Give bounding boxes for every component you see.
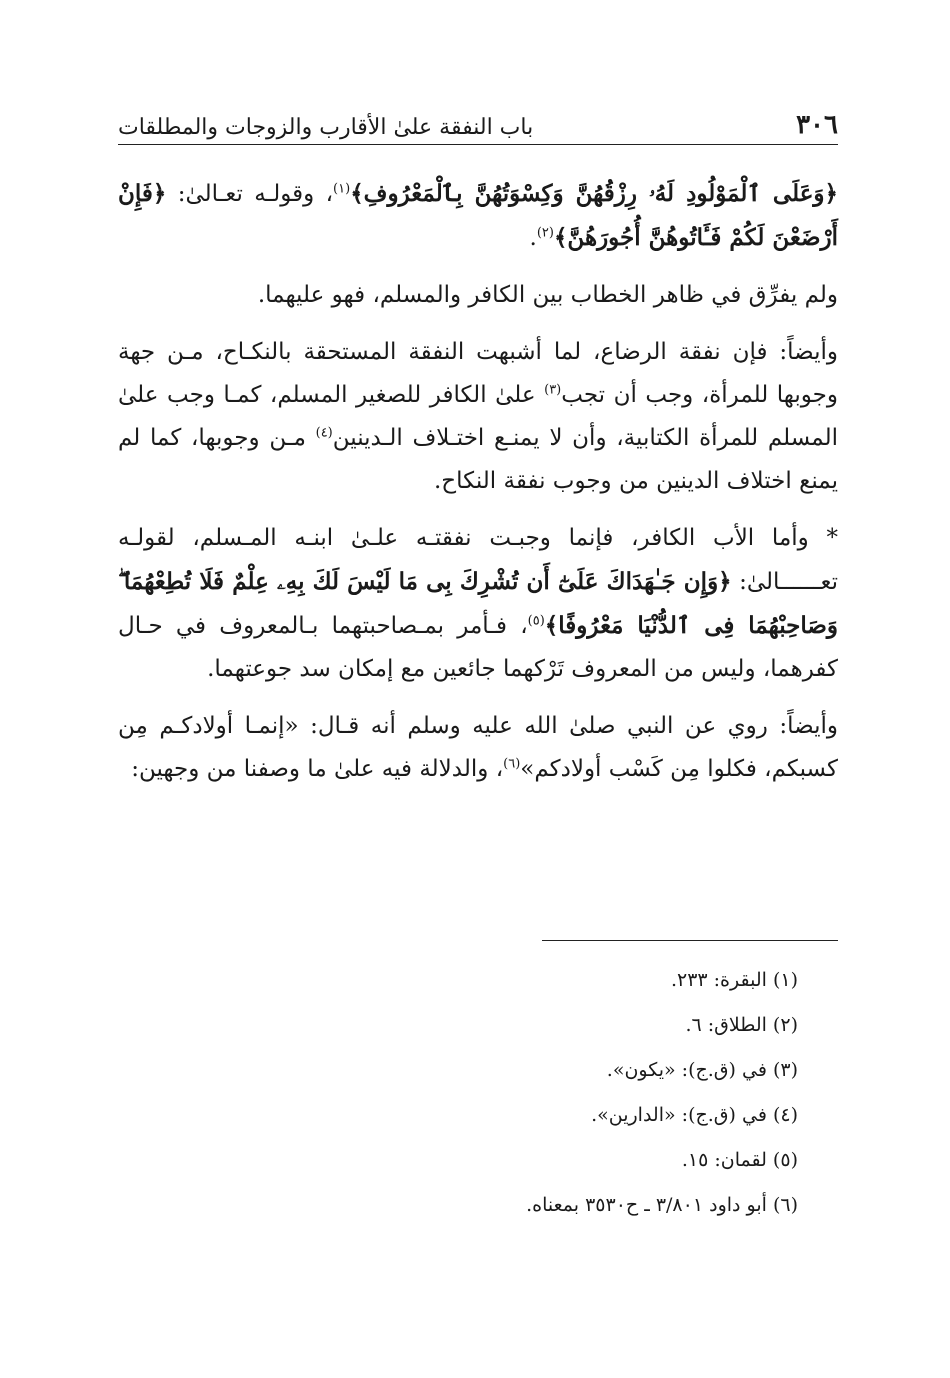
paragraph-4 (118, 517, 838, 691)
paragraph-1 (118, 172, 838, 260)
footnote-ref-5: (٥) (527, 613, 545, 629)
footnote-ref-2: (٢) (536, 225, 554, 241)
paragraph-1-end: . (529, 225, 537, 251)
paragraph-4-a: * وأما الأب الكافر، فإنما وجبـت نفقتـه علـىٰ ابنـه المـسلم، لقولـه تعــــــالىٰ: (118, 525, 838, 595)
footnote-2: (٢) الطلاق: ٦. (685, 1014, 798, 1036)
page-number: ٣٠٦ (796, 110, 838, 140)
quran-verse-baqarah: ﴿وَعَلَى ٱلْمَوْلُودِ لَهُۥ رِزْقُهُنَّ وَكِسْوَتُهُنَّ بِٱلْمَعْرُوفِ﴾ (350, 180, 838, 207)
footnote-ref-1: (١) (333, 181, 351, 197)
book-page (118, 0, 838, 1378)
paragraph-1-mid: ، وقولـه تعـالىٰ: (166, 181, 334, 207)
main-text (118, 172, 838, 805)
footnote-ref-6: (٦) (503, 756, 521, 772)
paragraph-3-b: علىٰ الكافر للصغير المسلم، كمـا وجب علىٰ المسلم للمرأة الكتابية، وأن لا يمنـع اختـلاف الـدينين (118, 382, 838, 451)
paragraph-3 (118, 331, 838, 503)
footnote-4: (٤) في (ق.ج): «الدارين». (591, 1104, 798, 1126)
footnote-3: (٣) في (ق.ج): «يكون». (606, 1059, 798, 1081)
footnote-ref-4: (٤) (315, 425, 333, 441)
footnote-ref-3: (٣) (544, 382, 562, 398)
paragraph-5-a: وأيضاً: روي عن النبي صلىٰ الله عليه وسلم أنه قـال: «إنمـا أولادكـم مِن كسبكم، فكلوا مِن كَسْب أولادكم» (118, 713, 838, 782)
paragraph-2: ولم يفرِّق في ظاهر الخطاب بين الكافر والمسلم، فهو عليهما. (257, 282, 838, 308)
footnote-divider (542, 940, 838, 941)
paragraph-3-c: مـن وجوبها، كما لم يمنع اختلاف الدينين من وجوب نفقة النكاح. (118, 425, 838, 494)
quran-verse-luqman: ﴿وَإِن جَـٰهَدَاكَ عَلَىٰٓ أَن تُشْرِكَ بِى مَا لَيْسَ لَكَ بِهِۦ عِلْمٌ فَلَا تُطِعْهُمَا ۖ وَصَاحِبْهُمَا فِى ٱلدُّنْيَا مَعْرُوفًا﴾ (118, 568, 838, 639)
paragraph-4-b: ، فـأمر بمـصاحبتهما بـالمعروف في حـال كفرهما، وليس من المعروف تَرْكهما جائعين مع إمكان سد جوعتهما. (118, 613, 838, 682)
footnote-1: (١) البقرة: ٢٣٣. (670, 969, 798, 991)
footnote-6: (٦) أبو داود ٣/٨٠١ ـ ح٣٥٣٠ بمعناه. (526, 1194, 798, 1216)
paragraph-5-b: ، والدلالة فيه علىٰ ما وصفنا من وجهين: (131, 756, 504, 782)
page-header (118, 96, 838, 145)
footnote-5: (٥) لقمان: ١٥. (681, 1149, 798, 1171)
running-title: باب النفقة علىٰ الأقارب والزوجات والمطلقات (118, 115, 534, 140)
footnotes (118, 958, 798, 1228)
paragraph-3-a: وأيضاً: فإن نفقة الرضاع، لما أشبهت النفقة المستحقة بالنكـاح، مـن جهة وجوبها للمرأة، وجب أن تجب (118, 339, 838, 408)
quran-verse-talaq: ﴿فَإِنْ أَرْضَعْنَ لَكُمْ فَـَٔاتُوهُنَّ أُجُورَهُنَّ﴾ (118, 180, 838, 251)
paragraph-5 (118, 705, 838, 791)
